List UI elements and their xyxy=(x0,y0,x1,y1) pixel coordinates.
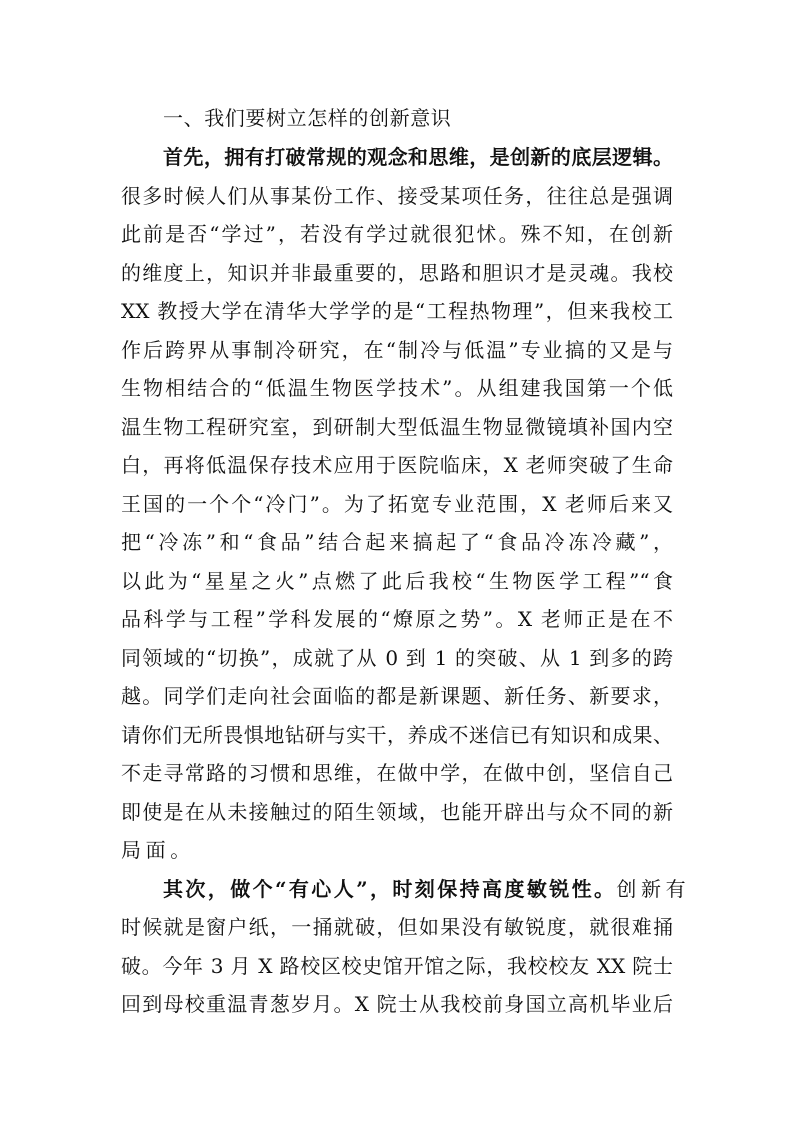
paragraph-2-lead-rest: 创新有 xyxy=(616,877,691,901)
paragraph-1-line: 把“冷冻”和“食品”结合起来搞起了“食品冷冻冷藏”， xyxy=(121,530,673,554)
paragraph-1-line: 温生物工程研究室，到研制大型低温生物显微镜填补国内空 xyxy=(121,415,673,439)
paragraph-1-line: XX 教授大学在清华大学学的是“工程热物理”，但来我校工 xyxy=(121,299,673,323)
paragraph-1-line: 王国的一个个“冷门”。为了拓宽专业范围，X 老师后来又 xyxy=(121,492,673,516)
paragraph-1-line: 生物相结合的“低温生物医学技术”。从组建我国第一个低 xyxy=(121,376,673,400)
paragraph-1-line: 作后跨界从事制冷研究，在“制冷与低温”专业搞的又是与 xyxy=(121,338,673,362)
paragraph-2-line: 破。今年 3 月 X 路校区校史馆开馆之际，我校校友 XX 院士 xyxy=(121,954,673,978)
paragraph-1-line: 同领域的“切换”，成就了从 0 到 1 的突破、从 1 到多的跨 xyxy=(121,646,673,670)
paragraph-2-first-line xyxy=(163,874,691,904)
paragraph-1-line: 局面。 xyxy=(121,838,195,862)
paragraph-1-line: 请你们无所畏惧地钻研与实干，养成不迷信已有知识和成果、 xyxy=(121,723,673,747)
paragraph-1-line: 的维度上，知识并非最重要的，思路和胆识才是灵魂。我校 xyxy=(121,261,673,285)
paragraph-1-line: 很多时候人们从事某份工作、接受某项任务，往往总是强调 xyxy=(121,184,673,208)
paragraph-1-line: 不走寻常路的习惯和思维，在做中学，在做中创，坚信自己 xyxy=(121,761,673,785)
paragraph-2-line: 时候就是窗户纸，一捅就破，但如果没有敏锐度，就很难捅 xyxy=(121,915,673,939)
section-heading: 一、我们要树立怎样的创新意识 xyxy=(163,106,452,130)
paragraph-1-lead: 首先，拥有打破常规的观念和思维，是创新的底层逻辑。 xyxy=(163,145,673,169)
paragraph-2-line: 回到母校重温青葱岁月。X 院士从我校前身国立高机毕业后 xyxy=(121,992,673,1016)
paragraph-1-line: 越。同学们走向社会面临的都是新课题、新任务、新要求， xyxy=(121,684,673,708)
paragraph-1-line: 品科学与工程”学科发展的“燎原之势”。X 老师正是在不 xyxy=(121,607,673,631)
paragraph-1-line: 即使是在从未接触过的陌生领域，也能开辟出与众不同的新 xyxy=(121,800,673,824)
paragraph-1-line: 白，再将低温保存技术应用于医院临床，X 老师突破了生命 xyxy=(121,453,673,477)
paragraph-1-line: 以此为“星星之火”点燃了此后我校“生物医学工程”“食 xyxy=(121,569,673,593)
paragraph-2-lead: 其次，做个“有心人”，时刻保持高度敏锐性。 xyxy=(163,877,617,901)
paragraph-1-line: 此前是否“学过”，若没有学过就很犯怵。殊不知，在创新 xyxy=(121,222,673,246)
